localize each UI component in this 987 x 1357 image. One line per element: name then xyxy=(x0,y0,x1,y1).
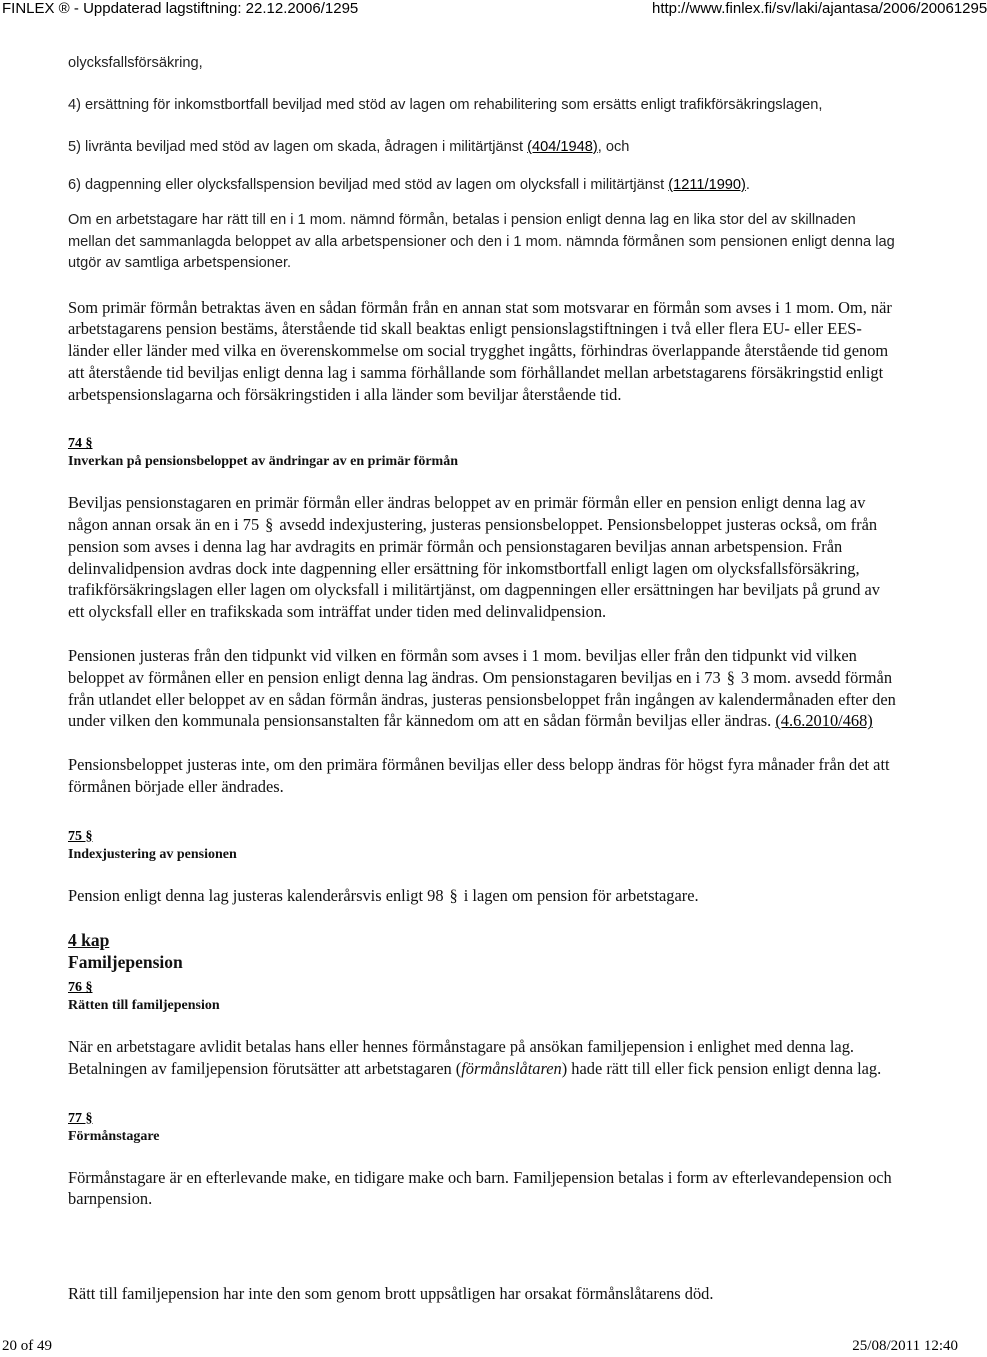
section-title: Rätten till familjepension xyxy=(68,998,220,1014)
law-reference-link[interactable]: (1211/1990) xyxy=(668,177,746,193)
paragraph: Beviljas pensionstagaren en primär förmån eller ändras beloppet av en primär förmån eller en pension enligt denna lag av någon annan orsak än en i 75 § avsedd indexjustering, justeras pensionsbeloppet. Pensionsbeloppet justeras också, om från pension som avses i denna lag har avdragits en primär förmån och pensionstagaren beviljas annan arbetspension. Från delinvalidpension avdras dock inte dagpenning eller ersättning för inkomstbortfall enligt lagen om olycksfallsförsäkring, trafikförsäkringslagen eller lagen om olycksfall i militärtjänst, om dagpenningen eller ersättningen har beviljats på grund av ett olycksfall eller en trafikskada som inträffat under tiden med delinvalidpension. xyxy=(68,493,880,622)
section-title: Förmånstagare xyxy=(68,1128,160,1144)
section-number-link[interactable]: 74 § xyxy=(68,436,93,452)
page-counter: 20 of 49 xyxy=(2,1338,52,1354)
chapter-number-link[interactable]: 4 kap xyxy=(68,930,110,951)
section-number-link[interactable]: 75 § xyxy=(68,828,93,844)
law-reference-link[interactable]: (404/1948) xyxy=(527,139,598,155)
paragraph: Pensionsbeloppet justeras inte, om den primära förmånen beviljas eller dess belopp ändras för högst fyra månader från det att förmånen började eller ändrades. xyxy=(68,755,890,797)
paragraph: Förmånstagare är en efterlevande make, en tidigare make och barn. Familjepension betalas i form av efterlevandepension och barnpension. xyxy=(68,1167,892,1209)
header-title: FINLEX ® - Uppdaterad lagstiftning: 22.12.2006/1295 xyxy=(2,0,359,17)
paragraph: Om en arbetstagare har rätt till en i 1 mom. nämnd förmån, betalas i pension enligt denna lag en lika stor del av skillnaden mellan det sammanlagda beloppet av alla arbetspensioner och den i 1 mom. nämnda förmånen som pensionen enligt denna lag utgör av samtliga arbetspensioner. xyxy=(68,212,895,271)
intro-item-5: 5) livränta beviljad med stöd av lagen om skada, ådragen i militärtjänst (404/1948), och xyxy=(68,139,630,155)
paragraph: När en arbetstagare avlidit betalas hans eller hennes förmånstagare på ansökan familjepension i enlighet med denna lag. Betalningen av familjepension förutsätter att arbetstagaren (förmånslåtaren) hade rätt till eller fick pension enligt denna lag. xyxy=(68,1037,882,1079)
section-76 xyxy=(68,975,898,1079)
intro-item-6: 6) dagpenning eller olycksfallspension beviljad med stöd av lagen om olycksfall i militärtjänst (1211/1990). xyxy=(68,177,750,193)
section-74 xyxy=(68,431,898,797)
page-break-cutoff-text: Rätt till familjepension har inte den som genom brott uppsåtligen har orsakat förmånslåtarens död. xyxy=(68,1284,714,1303)
section-75 xyxy=(68,824,898,907)
paragraph: Pension enligt denna lag justeras kalenderårsvis enligt 98 § i lagen om pension för arbetstagare. xyxy=(68,885,699,905)
section-number-link[interactable]: 76 § xyxy=(68,980,93,996)
paragraph: Som primär förmån betraktas även en sådan förmån från en annan stat som motsvarar en förmån som avses i 1 mom. Om, när arbetstagarens pension bestäms, återstående tid skall beaktas enligt pensionslagstiftningen i två eller flera EU- eller EES-länder eller länder med vilka en överenskommelse om social trygghet ingåtts, förhindras överlappande återstående tid genom att återstående tid beviljas enligt denna lag i samma förhållande som förhållandet mellan arbetstagarens försäkringstid enligt arbetspensionslagarna och försäkringstiden i alla länder som beviljar återstående tid. xyxy=(68,297,892,404)
document-body xyxy=(68,52,898,1210)
section-title: Inverkan på pensionsbeloppet av ändringar av en primär förmån xyxy=(68,454,458,470)
header-url[interactable]: http://www.finlex.fi/sv/laki/ajantasa/2006/20061295 xyxy=(652,0,987,17)
print-header xyxy=(0,0,987,20)
chapter-title: Familjepension xyxy=(68,952,183,973)
print-footer xyxy=(0,1338,960,1357)
chapter-4 xyxy=(68,929,898,973)
print-timestamp: 25/08/2011 12:40 xyxy=(852,1338,958,1354)
section-77 xyxy=(68,1106,898,1210)
section-number-link[interactable]: 77 § xyxy=(68,1110,93,1126)
section-title: Indexjustering av pensionen xyxy=(68,846,237,862)
paragraph: Pensionen justeras från den tidpunkt vid vilken en förmån som avses i 1 mom. beviljas eller från den tidpunkt vid vilken beloppet av förmånen eller en pension enligt denna lag ändras. Om pensionstagaren beviljas en i 73 § 3 mom. avsedd förmån från utlandet eller beloppet av en sådan förmån ändras, justeras pensionsbeloppet från ingången av kalendermånaden efter den under vilken den kommunala pensionsanstalten får kännedom om att en sådan förmån beviljas eller ändras. (4.6.2010/468) xyxy=(68,646,896,731)
intro-item-4: 4) ersättning för inkomstbortfall beviljad med stöd av lagen om rehabilitering som ersätts enligt trafikförsäkringslagen, xyxy=(68,97,823,113)
amendment-reference-link[interactable]: (4.6.2010/468) xyxy=(775,711,873,731)
intro-item-3-tail: olycksfallsförsäkring, xyxy=(68,55,203,71)
